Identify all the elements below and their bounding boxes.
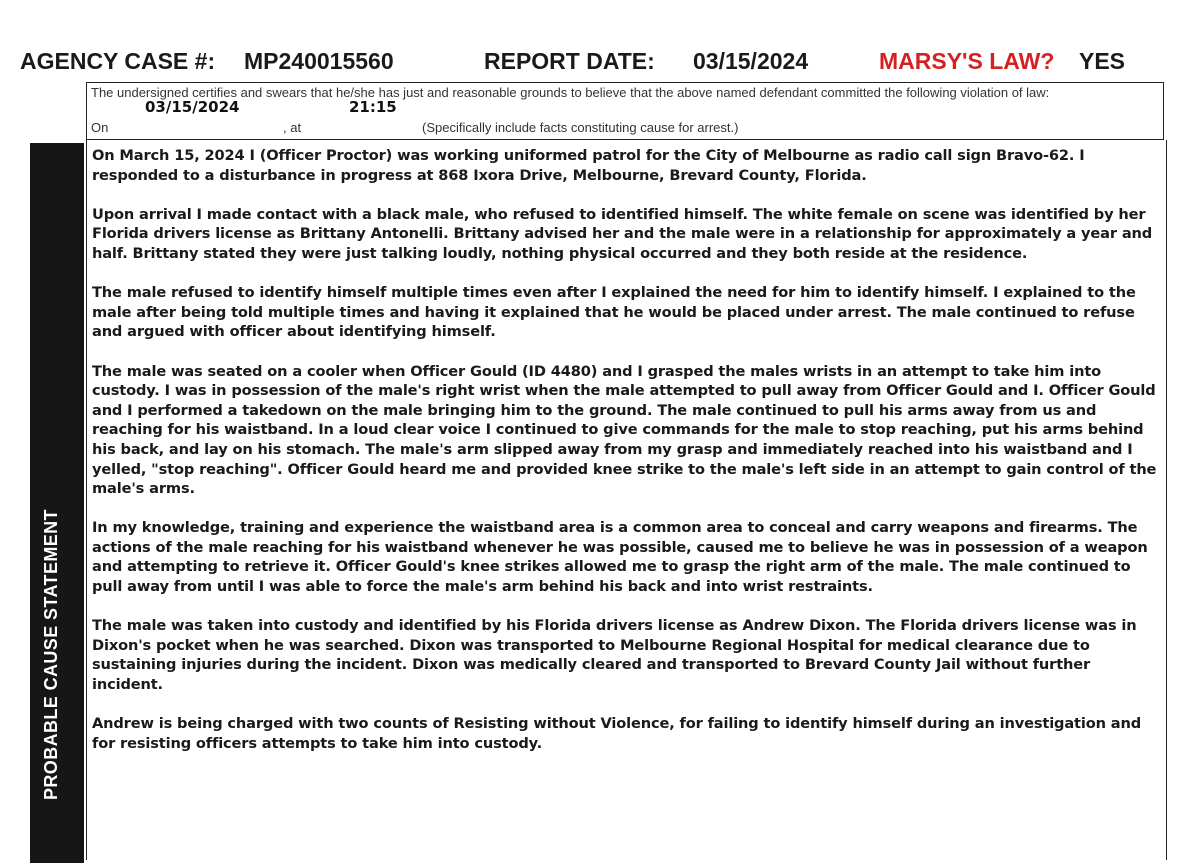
narrative-paragraph: On March 15, 2024 I (Officer Proctor) was working uniformed patrol for the City of Melbourne as radio call sign Bravo-62. I responded to a disturbance in progress at 868 Ixora Drive, Melbourne, Brevard County, Florida. bbox=[92, 147, 1085, 184]
offense-time-value: 21:15 bbox=[349, 98, 397, 116]
case-number-value: MP240015560 bbox=[244, 48, 394, 74]
marsys-law-label: MARSY'S LAW? bbox=[879, 48, 1055, 74]
report-date-label: REPORT DATE: bbox=[484, 48, 655, 74]
certification-box bbox=[86, 82, 1164, 140]
certification-instruction: (Specifically include facts constituting cause for arrest.) bbox=[422, 120, 739, 135]
probable-cause-narrative bbox=[92, 146, 1158, 773]
narrative-paragraph: The male refused to identify himself multiple times even after I explained the need for him to identify himself. I explained to the male after being told multiple times and having it explained that he would be placed under arrest. The male continued to refuse and argued with officer about identifying himself. bbox=[92, 284, 1136, 341]
on-label: On bbox=[91, 120, 109, 135]
narrative-paragraph: The male was taken into custody and identified by his Florida drivers license as Andrew Dixon. The Florida drivers license was in Dixon's pocket when he was searched. Dixon was transported to Melbourne Regional Hospital for medical clearance due to sustaining injuries during the incident. Dixon was medically cleared and transported to Brevard County Jail without further incident. bbox=[92, 617, 1137, 694]
narrative-paragraph: Andrew is being charged with two counts of Resisting without Violence, for failing to identify himself during an investigation and for resisting officers attempts to take him into custody. bbox=[92, 715, 1142, 752]
offense-date-value: 03/15/2024 bbox=[145, 98, 240, 116]
marsys-law-value: YES bbox=[1079, 48, 1126, 74]
report-date-value: 03/15/2024 bbox=[693, 48, 809, 74]
narrative-paragraph: Upon arrival I made contact with a black male, who refused to identified himself. The white female on scene was identified by her Florida drivers license as Brittany Antonelli. Brittany advised her and the male were in a relationship for approximately a year and half. Brittany stated they were just talking loudly, nothing physical occurred and they both reside at the residence. bbox=[92, 205, 1153, 262]
case-number-label: AGENCY CASE #: bbox=[20, 48, 216, 74]
at-label: , at bbox=[283, 120, 302, 135]
certification-statement: The undersigned certifies and swears that he/she has just and reasonable grounds to believe that the above named defendant committed the following violation of law: bbox=[91, 85, 1050, 100]
narrative-paragraph: In my knowledge, training and experience the waistband area is a common area to conceal and carry weapons and firearms. The actions of the male reaching for his waistband whenever he was possible, caused me to believe he was in possession of a weapon and attempting to retrieve it. Officer Gould's knee strikes allowed me to grasp the right arm of the male. The male continued to pull away from until I was able to force the male's arm behind his back and into wrist restraints. bbox=[92, 519, 1148, 596]
section-sidebar-label: PROBABLE CAUSE STATEMENT bbox=[41, 509, 61, 800]
narrative-paragraph: The male was seated on a cooler when Officer Gould (ID 4480) and I grasped the males wrists in an attempt to take him into custody. I was in possession of the male's right wrist when the male attempted to pull away from Officer Gould and I. Officer Gould and I performed a takedown on the male bringing him to the ground. The male continued to pull his arms away from us and reaching for his waistband. In a loud clear voice I continued to give commands for the male to stop reaching, put his arms behind his back, and lay on his stomach. The male's arm slipped away from my grasp and immediately reached into his waistband and I yelled, "stop reaching". Officer Gould heard me and provided knee strike to the male's left side in an attempt to gain control of the male's arms. bbox=[92, 362, 1157, 498]
